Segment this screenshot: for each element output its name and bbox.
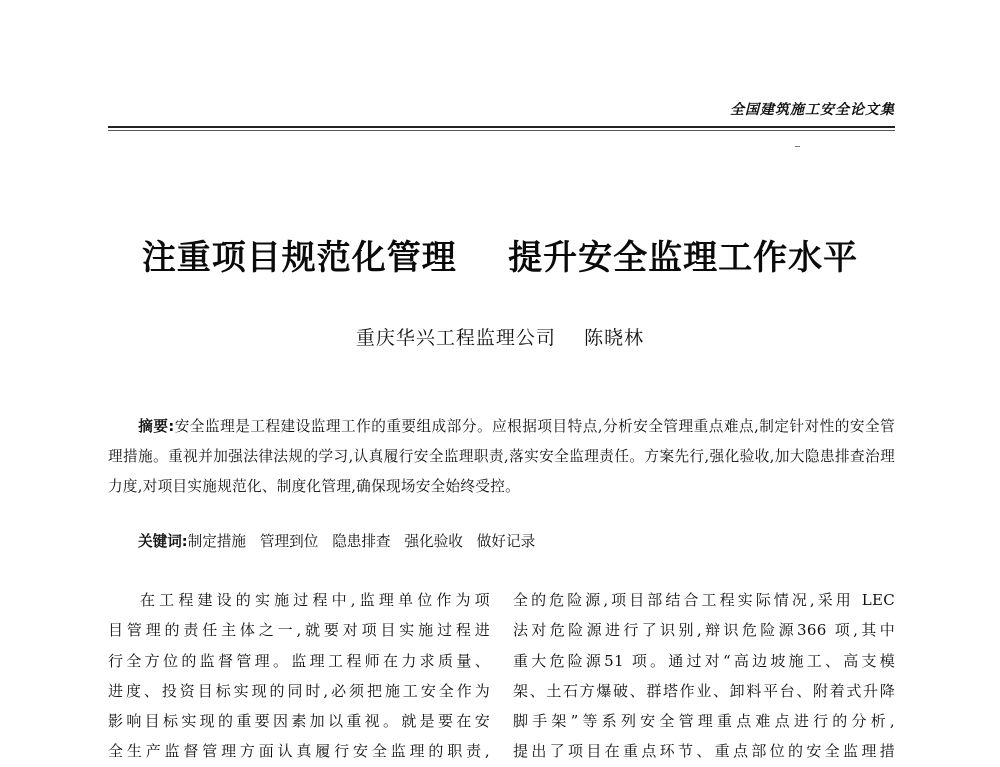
body-line: 脚手架”等系列安全管理重点难点进行的分析, [513, 712, 895, 731]
body-line: 影响目标实现的重要因素加以重视。就是要在安 [108, 712, 490, 731]
body-line: 行全方位的监督管理。监理工程师在力求质量、 [108, 651, 490, 670]
article-byline: 重庆华兴工程监理公司 陈晓林 [355, 327, 645, 349]
scan-mark [795, 146, 800, 147]
header-rule-thin [108, 130, 895, 131]
header-rule [108, 126, 895, 128]
abstract-text: 安全监理是工程建设监理工作的重要组成部分。应根据项目特点,分析安全管理重点难点,制定针对性的安全管理措施。重视并加强法律法规的学习,认真履行安全监理职责,落实安全监理责任。方案先行,强化验收,加大隐患排查治理力度,对项目实施规范化、制度化管理,确保现场安全始终受控。 [108, 418, 895, 495]
body-line: 进度、投资目标实现的同时,必须把施工安全作为 [108, 681, 490, 700]
body-line: 目管理的责任主体之一,就要对项目实施过程进 [108, 621, 490, 640]
abstract-label: 摘要: [138, 418, 175, 435]
body-line: 全的危险源,项目部结合工程实际情况,采用 LEC [513, 591, 895, 609]
keywords-block [138, 530, 895, 554]
body-column-right [513, 585, 895, 767]
article-title: 注重项目规范化管理 提升安全监理工作水平 [141, 238, 859, 278]
body-line: 重大危险源51 项。通过对“高边坡施工、高支模 [513, 651, 895, 670]
body-line: 全生产监督管理方面认真履行安全监理的职责, [108, 742, 490, 761]
body-column-left [108, 585, 490, 767]
keywords-text: 制定措施 管理到位 隐患排查 强化验收 做好记录 [187, 533, 536, 550]
body-line: 架、土石方爆破、群塔作业、卸料平台、附着式升降 [513, 681, 895, 700]
abstract-block [108, 412, 895, 502]
body-line: 提出了项目在重点环节、重点部位的安全监理措 [513, 742, 895, 761]
body-line: 在工程建设的实施过程中,监理单位作为项 [140, 591, 490, 609]
body-line: 法对危险源进行了识别,辩识危险源366 项,其中 [513, 621, 895, 640]
running-header: 全国建筑施工安全论文集 [730, 102, 895, 118]
keywords-label: 关键词: [138, 533, 188, 550]
